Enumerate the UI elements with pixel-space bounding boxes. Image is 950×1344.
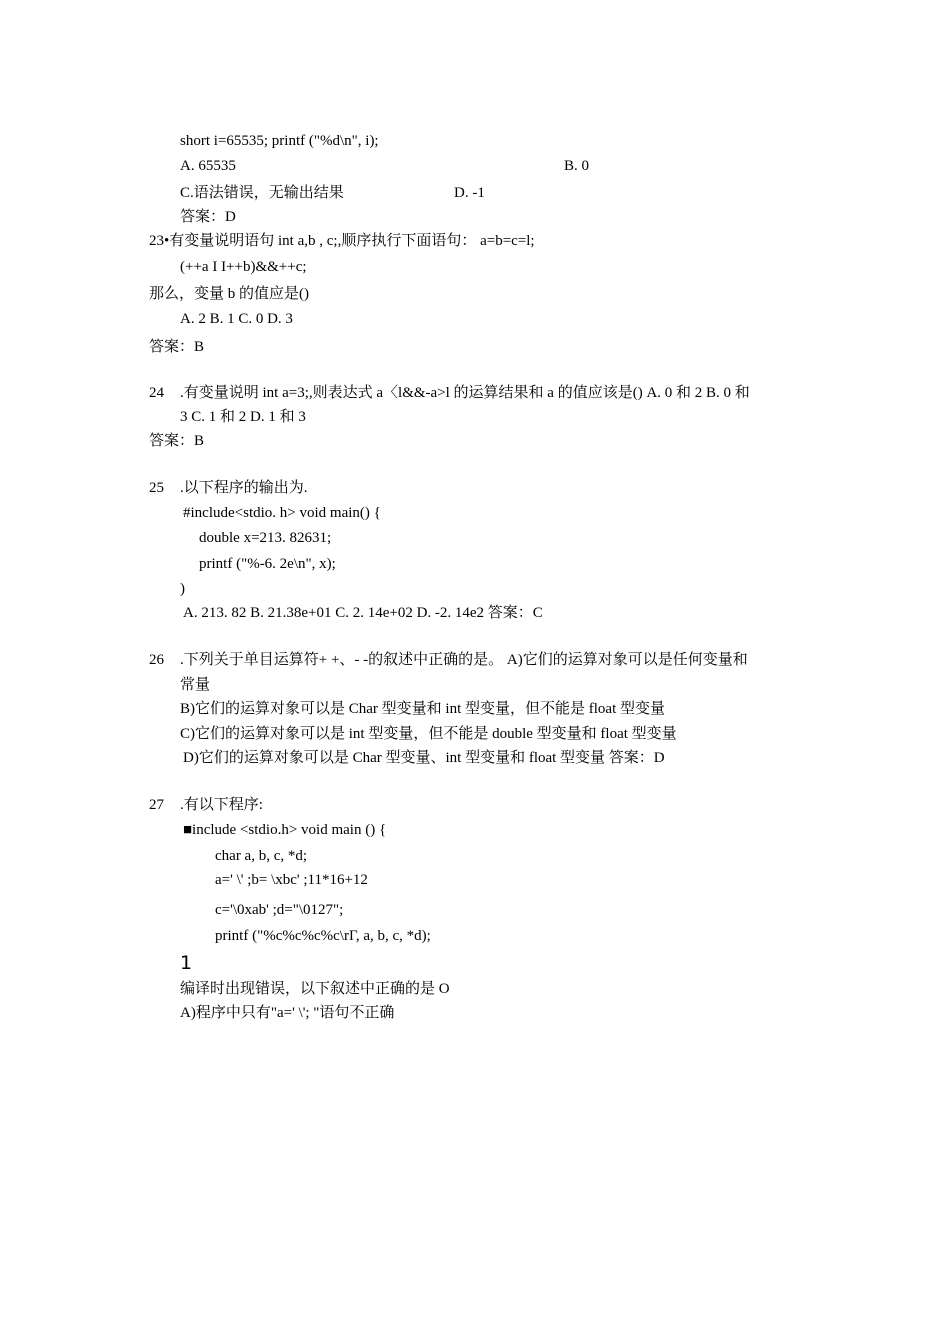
q25-code1: #include<stdio. h> void main() { [183,505,381,521]
q22-option-c: C.语法错误，无输出结果 [180,185,344,201]
q26-option-b: B)它们的运算对象可以是 Char 型变量和 int 型变量，但不能是 float 型变量 [180,701,665,717]
q27-code5: printf ("%c%c%c%c\rΓ, a, b, c, *d); [215,928,431,944]
q25-code2: double x=213. 82631; [199,530,332,546]
q27-code4: c='\0xab' ;d="\0127"; [215,902,344,918]
q27-line2: 编译时出现错误，以下叙述中正确的是 O [180,981,450,997]
q24-line2: 3 C. 1 和 2 D. 1 和 3 [180,409,306,425]
q25-code3: printf ("%-6. 2e\n", x); [199,556,336,572]
q24-number: 24 [149,385,164,401]
q23-options: A. 2 B. 1 C. 0 D. 3 [180,311,293,327]
q22-answer: 答案：D [180,209,236,225]
q27-option-a: A)程序中只有"a=' \'; "语句不正确 [180,1005,395,1021]
q27-line1: .有以下程序: [180,797,263,813]
q23-line1: 23•有变量说明语句 int a,b , c;,顺序执行下面语句： a=b=c=l; [149,233,535,249]
q27-code2: char a, b, c, *d; [215,848,308,864]
q26-option-c: C)它们的运算对象可以是 int 型变量，但不能是 double 型变量和 float 型变量 [180,726,677,742]
q25-line1: .以下程序的输出为. [180,480,308,496]
q22-option-b: B. 0 [564,158,590,174]
q27-code3: a=' \' ;b= \xbc' ;11*16+12 [215,872,368,888]
q22-option-a: A. 65535 [180,158,236,174]
q25-options: A. 213. 82 B. 21.38e+01 C. 2. 14e+02 D. -2. 14e2 答案：C [183,605,543,621]
q26-number: 26 [149,652,164,668]
q24-line1: .有变量说明 int a=3;,则表达式 a〈l&&-a>l 的运算结果和 a 的值应该是() A. 0 和 2 B. 0 和 [180,385,750,401]
q25-code4: ) [180,581,185,597]
q23-line2: (++a I I++b)&&++c; [180,259,307,275]
q25-number: 25 [149,480,164,496]
q27-code1: ■include <stdio.h> void main () { [183,822,387,838]
q26-line2: 常量 [180,677,211,693]
q27-code6: 1 [180,952,193,974]
q23-answer: 答案：B [149,339,205,355]
q26-line1: .下列关于单目运算符+ +、- -的叙述中正确的是。 A)它们的运算对象可以是任何变量和 [180,652,748,668]
q26-option-d: D)它们的运算对象可以是 Char 型变量、int 型变量和 float 型变量 答案：D [183,750,665,766]
q27-number: 27 [149,797,164,813]
q22-option-d: D. -1 [454,185,485,201]
q23-line3: 那么，变量 b 的值应是() [149,286,309,302]
q24-answer: 答案：B [149,433,205,449]
q22-code: short i=65535; printf ("%d\n", i); [180,133,379,149]
